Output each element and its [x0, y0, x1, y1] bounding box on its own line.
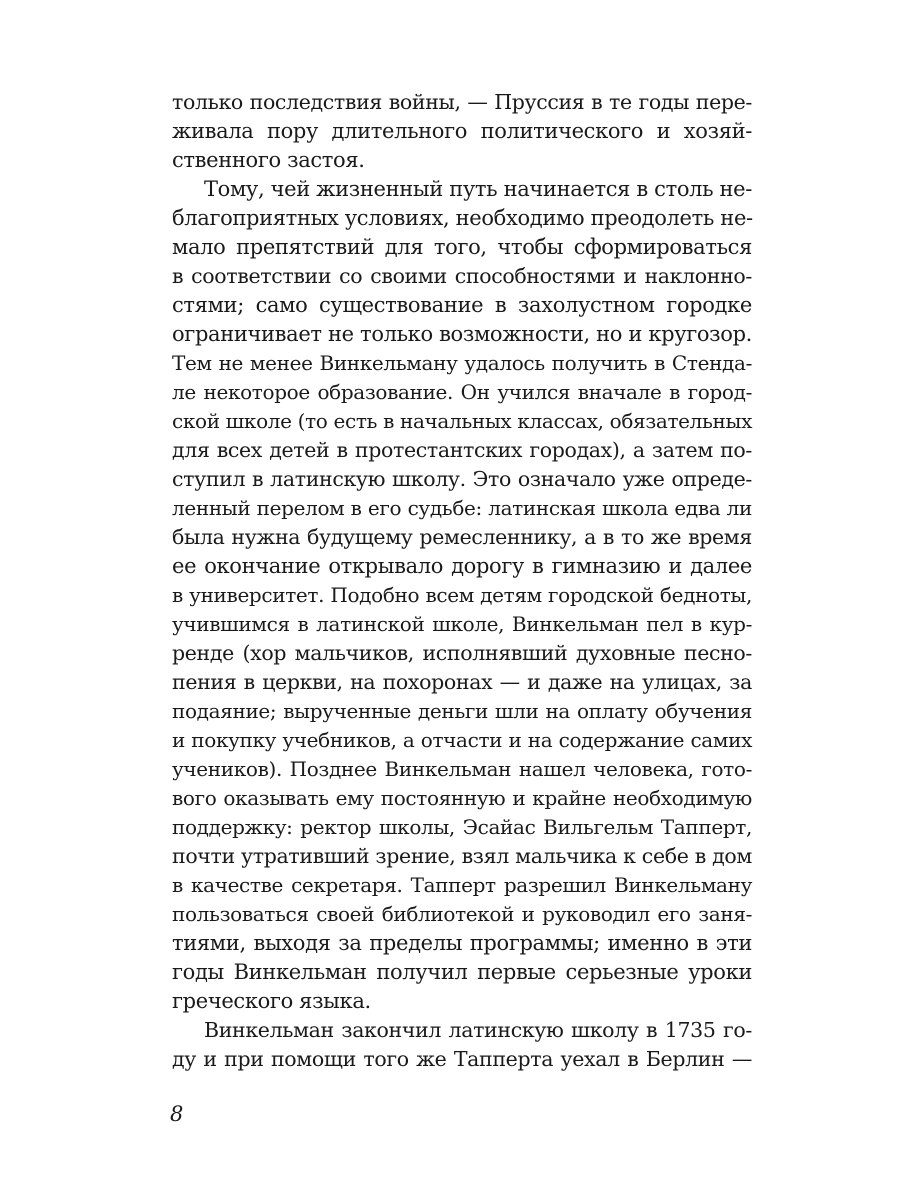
text-line: поддержку: ректор школы, Эсайас Вильгельм Тапперт,: [172, 815, 752, 839]
text-line: вого оказывать ему постоянную и крайне необходимую: [172, 786, 752, 810]
text-line: Винкельман закончил латинскую школу в 1735 го-: [204, 1018, 752, 1042]
text-line: ограничивает не только возможности, но и кругозор.: [172, 322, 752, 346]
text-line: годы Винкельман получил первые серьезные уроки: [172, 960, 752, 984]
text-line: почти утративший зрение, взял мальчика к себе в дом: [172, 844, 752, 868]
text-line: в соответствии со своими способностями и наклонно-: [172, 264, 752, 288]
text-line: ле некоторое образование. Он учился вначале в город-: [172, 380, 752, 404]
text-line: ступил в латинскую школу. Это означало уже опреде-: [172, 467, 752, 491]
text-line: ее окончание открывало дорогу в гимназию и далее: [172, 554, 752, 578]
text-line: греческого языка.: [172, 989, 371, 1013]
text-line: пения в церкви, на похоронах — и даже на улицах, за: [172, 670, 752, 694]
text-line: и покупку учебников, а отчасти и на содержание самих: [172, 728, 752, 752]
text-line: мало препятствий для того, чтобы сформироваться: [172, 235, 752, 259]
text-line: в университет. Подобно всем детям городской бедноты,: [172, 583, 752, 607]
text-line: пользоваться своей библиотекой и руководил его заня-: [172, 902, 752, 926]
text-line: учившимся в латинской школе, Винкельман пел в кур-: [172, 612, 752, 636]
text-line: благоприятных условиях, необходимо преодолеть не-: [172, 206, 753, 230]
text-line: учеников). Позднее Винкельман нашел человека, гото-: [172, 757, 752, 781]
text-line: для всех детей в протестантских городах), а затем по-: [172, 438, 752, 462]
text-line: подаяние; вырученные деньги шли на оплату обучения: [172, 699, 752, 723]
text-line: ленный перелом в его судьбе: латинская школа едва ли: [172, 496, 752, 520]
text-line: ственного застоя.: [172, 148, 365, 172]
text-line: в качестве секретаря. Тапперт разрешил Винкельману: [172, 873, 752, 897]
text-line: Тому, чей жизненный путь начинается в столь не-: [204, 177, 753, 201]
text-line: ской школе (то есть в начальных классах, обязательных: [172, 409, 753, 433]
text-line: только последствия войны, — Пруссия в те годы пере-: [172, 90, 752, 114]
text-line: была нужна будущему ремесленнику, а в то же время: [172, 525, 752, 549]
body-text: [172, 88, 752, 1074]
text-line: стями; само существование в захолустном городке: [172, 293, 752, 317]
text-line: тиями, выходя за пределы программы; именно в эти: [172, 931, 752, 955]
text-line: живала пору длительного политического и хозяй-: [172, 119, 752, 143]
text-line: ренде (хор мальчиков, исполнявший духовные песно-: [172, 641, 752, 665]
text-line: ду и при помощи того же Тапперта уехал в Берлин —: [172, 1047, 752, 1071]
text-line: Тем не менее Винкельману удалось получить в Стенда-: [172, 351, 752, 375]
page-number: 8: [170, 1102, 184, 1126]
